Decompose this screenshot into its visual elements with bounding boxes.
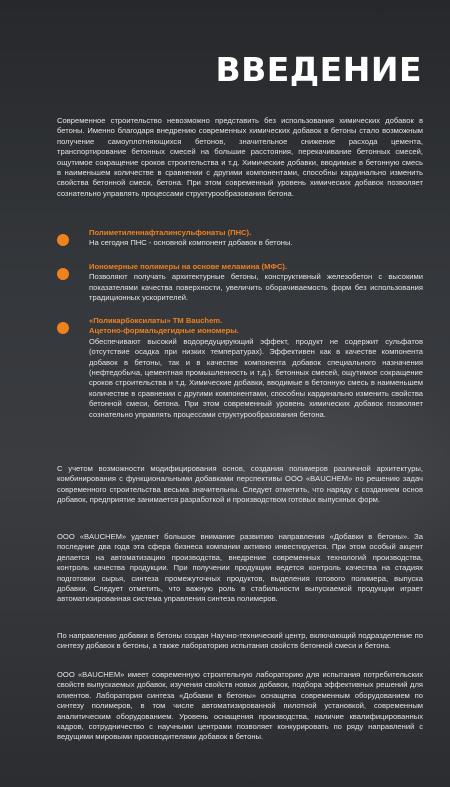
intro-paragraph: Современное строительство невозможно представить без использования химических добавок в бетоны. Именно благодаря внедрению современных химических добавок в бетоны стало возможным получение самоуплотняющихся бетонов, значительное снижение расхода цемента, транспортирование бетонных смесей на большие расстояния, перекачивание бетонных смесей, ощутимое сокращение сроков строительства и т.д. Химические добавки, вводимые в бетонную смесь в наименьшем количестве в сравнении с другими компонентами, способны кардинально изменить свойства бетонной смеси, бетона. При этом современный уровень химических добавок позволяет сознательно управлять процессами структурообразования бетона.	[57, 116, 423, 198]
orange-dot-icon	[57, 234, 69, 246]
bullet-title: Иономерные полимеры на основе меламина (МФС).	[89, 262, 288, 271]
bullet-text: Позволяют получать архитектурные бетоны, конструктивный железобетон с высокими показателями качества поверхности, увеличить оборачиваемость форм без использования традиционных ускорителей.	[89, 272, 423, 303]
paragraph-development: ООО «BAUCHEM» уделяет большое внимание развитию направления «Добавки в бетоны». За последние два года эта сфера бизнеса компании активно инвестируется. При этом особый акцент делается на автоматизацию производства, внедрение современных технологий производства, контроль качества продукции. При получении продукции ведется контроль качества на стадиях подготовки сырья, синтеза промежуточных продуктов, выделения готового полимера, выпуска добавки. Следует отметить, что важную роль в стабильности выпускаемой продукции играет автоматизированная система управления синтеза полимеров.	[57, 532, 423, 604]
bullet-text: Обеспечивают высокий водоредуцирующий эффект, продукт не содержит сульфатов (отсутствие осадка при низких температурах). Эффективен как в качестве компонента добавок в бетоны, так и в качестве компонента добавок специального назначения (нефтедобыча, цементная промышленность и т.д.). бетонных смесей, ощутимое сокращение сроков строительства и т.д. Химические добавки, вводимые в бетонную смесь в наименьшем количестве в сравнении с другими компонентами, способны кардинально изменить свойства бетонной смеси, бетона. При этом современный уровень химических добавок позволяет сознательно управлять процессами структурообразования бетона.	[89, 336, 423, 419]
bullet-subtitle: Ацетоно-формальдегидные иономеры.	[89, 326, 239, 336]
orange-dot-icon	[57, 322, 69, 334]
page-title: ВВЕДЕНИЕ	[215, 50, 422, 89]
bullet-text: На сегодня ПНС - основной компонент добавок в бетоны.	[89, 238, 293, 248]
orange-dot-icon	[57, 268, 69, 280]
paragraph-architecture: С учетом возможности модифицирования основ, создания полимеров различной архитектуры, комбинирования с функциональными добавками перспективы ООО «BAUCHEM» по решению задач современного строительства весьма значительны. Следует отметить, что наряду с созданием основ добавок, предприятие занимается разработкой и производством готовых выпускных форм.	[57, 464, 423, 505]
bullet-title: «Поликарбоксилаты» ТМ Bauchem.	[89, 316, 223, 325]
paragraph-laboratory: ООО «BAUCHEM» имеет современную строительную лабораторию для испытания потребительских свойств выпускаемых добавок, изучения свойств новых добавок, подбора эффективных решений для клиентов. Лаборатория синтеза «Добавки в бетоны» оснащена современным оборудованием по синтезу полимеров, в том числе автоматизированной пилотной установкой, современным аналитическим оборудованием. Уровень оснащения производства, наличие квалифицированных кадров, сотрудничество с научными центрами позволяет конкурировать по ряду направлений с ведущими мировыми производителями добавок в бетоны.	[57, 670, 423, 742]
paragraph-research-center: По направлению добавки в бетоны создан Научно-технический центр, включающий подразделение по синтезу добавок в бетоны, а также лабораторию испытания свойств бетонной смеси и бетона.	[57, 631, 423, 651]
bullet-title: Полиметиленнафталинсульфонаты (ПНС).	[89, 228, 252, 237]
